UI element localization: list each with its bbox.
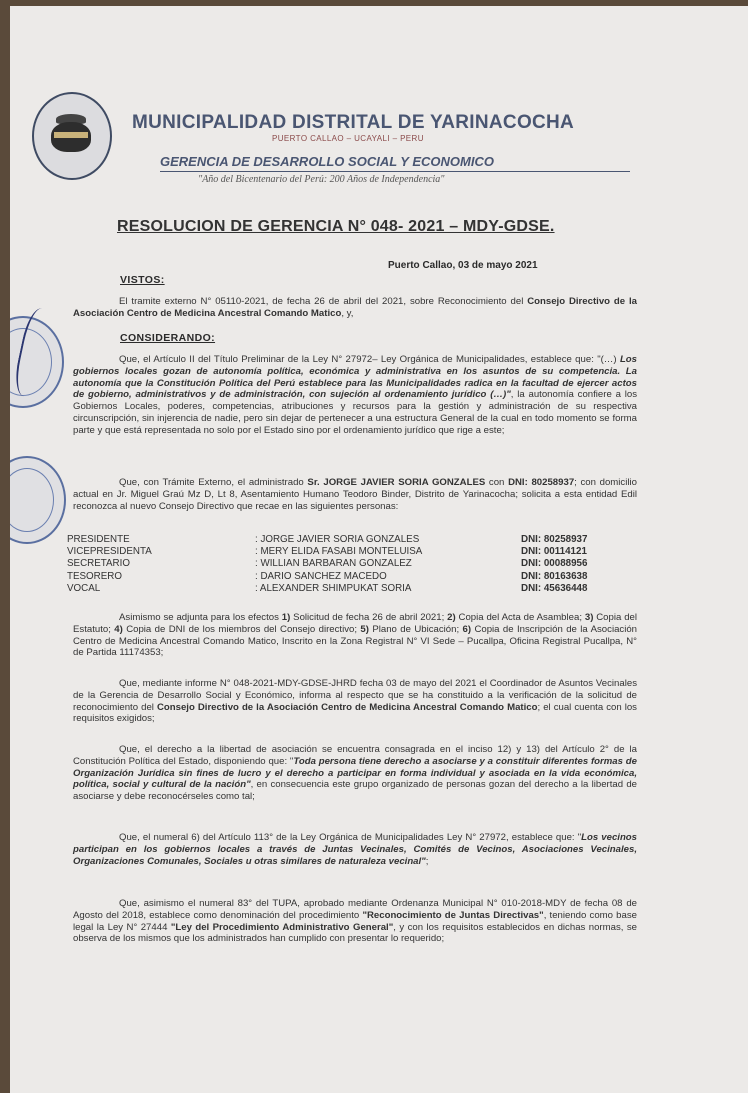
vistos-paragraph: El tramite externo N° 05110-2021, de fecha 26 de abril del 2021, sobre Reconocimiento del Consejo Directivo de la Asociación Centro de Medicina Ancestral Comando Matico, y, bbox=[73, 296, 637, 319]
board-member-row: SECRETARIO : WILLIAN BARBARAN GONZALEZ DNI: 00088956 bbox=[67, 558, 588, 570]
municipality-seal-icon bbox=[32, 92, 112, 180]
paragraph-articulo-113: Que, el numeral 6) del Artículo 113° de la Ley Orgánica de Municipalidades Ley N° 27972, establece que: "Los vecinos participan en los gobiernos locales a través de Juntas Vecinales, Comités de Vecinos, Asociaciones Vecinales, Organizaciones Comunales, Sociales u otras similares de naturaleza vecinal"; bbox=[73, 832, 638, 867]
municipality-name: MUNICIPALIDAD DISTRITAL DE YARINACOCHA bbox=[132, 112, 575, 133]
paragraph-adjuntos: Asimismo se adjunta para los efectos 1) Solicitud de fecha 26 de abril 2021; 2) Copia del Acta de Asamblea; 3) Copia del Estatuto; 4) Copia de DNI de los miembros del Consejo directivo; 5) Plano de Ubicación; 6) Copia de Inscripción de la Asociación Centro de Medicina Ancestral Comando Matico, Inscrito en la Zona Registral N° VI Sede – Pucallpa, Oficina Registral Pucallpa, N° de Partida 11174353; bbox=[73, 612, 638, 659]
office-stamp-icon bbox=[10, 456, 66, 544]
document-page bbox=[10, 6, 748, 1093]
resolution-title: RESOLUCION DE GERENCIA N° 048- 2021 – MDY-GDSE. bbox=[117, 218, 555, 235]
board-member-row: TESORERO : DARIO SANCHEZ MACEDO DNI: 80163638 bbox=[67, 570, 588, 582]
paragraph-libertad-asociacion: Que, el derecho a la libertad de asociación se encuentra consagrada en el inciso 12) y 13) del Artículo 2° de la Constitución Política del Estado, disponiendo que: "Toda persona tiene derecho a asociarse y a constituir diferentes formas de Organización Jurídica sin fines de lucro y el derecho a participar en forma individual y asociada en la vida económica, política, social y cultural de la nación", en consecuencia este grupo organizado de personas gozan del derecho a la libertad de asociarse y debe reconocérseles como tal; bbox=[73, 744, 638, 803]
board-member-row: PRESIDENTE : JORGE JAVIER SORIA GONZALES DNI: 80258937 bbox=[67, 534, 588, 545]
department-name: GERENCIA DE DESARROLLO SOCIAL Y ECONOMICO bbox=[160, 154, 630, 172]
board-member-row: VOCAL : ALEXANDER SHIMPUKAT SORIA DNI: 45636448 bbox=[67, 582, 588, 594]
section-considerando: CONSIDERANDO: bbox=[120, 332, 216, 344]
paragraph-tupa: Que, asimismo el numeral 83° del TUPA, aprobado mediante Ordenanza Municipal N° 010-2018-MDY de fecha 08 de Agosto del 2018, establece como denominación del procedimiento "Reconocimiento de Juntas Directivas", teniendo como base legal la Ley N° 27444 "Ley del Procedimiento Administrativo General", y con los requisitos establecidos en dichas normas, se observa de los mismos que los administrados han cumplido con presentar lo requerido; bbox=[73, 898, 637, 945]
board-members-list bbox=[67, 534, 627, 595]
section-vistos: VISTOS: bbox=[120, 274, 165, 286]
paragraph-ley-27972: Que, el Artículo II del Título Preliminar de la Ley N° 27972– Ley Orgánica de Municipalidades, establece que: "(…) Los gobiernos locales gozan de autonomía política, económica y administrativa en los asuntos de su competencia. La autonomía que la Constitución Política del Perú establece para las Municipalidades radica en la facultad de ejercer actos de gobierno, administrativos y de administración, con sujeción al ordenamiento jurídico (…)", la autonomía confiere a los Gobiernos Locales, poderes, competencias, atribuciones y recursos para la gestión y administración de su respectiva circunscripción, sin injerencia de nadie, pero sin dejar de pertenecer a una estructura General de la cual en todo momento se forma parte y que está representada no solo por el Estado sino por el ordenamiento jurídico que rige a este; bbox=[73, 354, 637, 436]
paragraph-informe: Que, mediante informe N° 048-2021-MDY-GDSE-JHRD fecha 03 de mayo del 2021 el Coordinador de Asuntos Vecinales de la Gerencia de Desarrollo Social y Económico, informa al respecto que se ha constituido a la verificación de la solicitud de reconocimiento del Consejo Directivo de la Asociación Centro de Medicina Ancestral Comando Matico; el cual cuenta con los requisitos exigidos; bbox=[73, 678, 637, 725]
board-member-row: VICEPRESIDENTA : MERY ELIDA FASABI MONTELUISA DNI: 00114121 bbox=[67, 546, 587, 558]
year-motto: "Año del Bicentenario del Perú: 200 Años de Independencia" bbox=[198, 174, 445, 185]
municipality-location: PUERTO CALLAO – UCAYALI – PERU bbox=[272, 134, 424, 143]
paragraph-tramite-externo: Que, con Trámite Externo, el administrado Sr. JORGE JAVIER SORIA GONZALES con DNI: 80258937; con domicilio actual en Jr. Miguel Graú Mz D, Lt 8, Asentamiento Humano Teodoro Binder, Distrito de Yarinacocha; solicita a esta entidad Edil reconozca al nuevo Consejo Directivo que recae en las siguientes personas: bbox=[73, 477, 637, 512]
place-date: Puerto Callao, 03 de mayo 2021 bbox=[388, 260, 538, 271]
